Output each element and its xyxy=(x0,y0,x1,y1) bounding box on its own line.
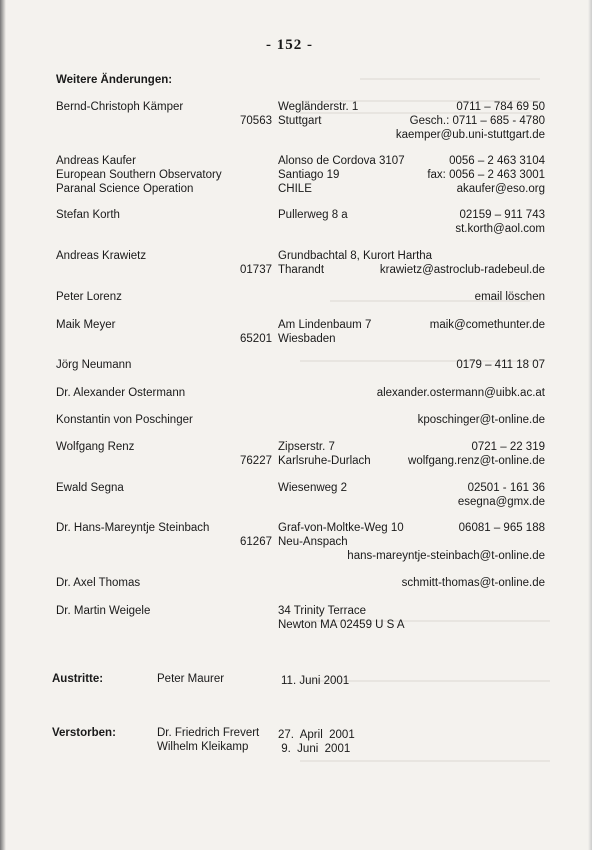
show-through-line xyxy=(300,760,550,762)
address-line: Tharandt xyxy=(278,264,325,276)
person-name: Stefan Korth xyxy=(56,209,120,221)
postal-code: 01737 xyxy=(240,264,272,276)
person-name: Maik Meyer xyxy=(56,319,116,331)
verstorben-label: Verstorben: xyxy=(52,727,116,739)
page-number: - 152 - xyxy=(266,37,313,53)
verstorben-date: 27. April 2001 xyxy=(278,729,355,741)
person-name: Ewald Segna xyxy=(56,482,124,494)
address-line: Am Lindenbaum 7 xyxy=(278,319,372,331)
address-line: Neu-Anspach xyxy=(278,536,348,548)
phone-number: 02159 – 911 743 xyxy=(459,209,545,221)
email-address: kaemper@ub.uni-stuttgart.de xyxy=(395,129,545,141)
address-line: Santiago 19 xyxy=(278,169,340,181)
phone-number: email löschen xyxy=(474,291,545,303)
email-address: st.korth@aol.com xyxy=(455,223,545,235)
address-line: Alonso de Cordova 3107 xyxy=(278,155,405,167)
address-line: Stuttgart xyxy=(278,115,322,127)
verstorben-name: Wilhelm Kleikamp xyxy=(157,741,249,753)
person-name: Konstantin von Poschinger xyxy=(56,414,193,426)
person-name: Bernd-Christoph Kämper xyxy=(56,101,184,113)
page-edge-shadow xyxy=(0,0,6,850)
email-address: kposchinger@t-online.de xyxy=(417,414,545,426)
person-name: Wolfgang Renz xyxy=(56,441,135,453)
email-address: esegna@gmx.de xyxy=(457,496,545,508)
austritte-label: Austritte: xyxy=(52,673,104,685)
phone-number: 0721 – 22 319 xyxy=(471,441,545,453)
person-name: Dr. Alexander Ostermann xyxy=(56,387,186,399)
austritte-date: 11. Juni 2001 xyxy=(281,675,350,687)
postal-code: 70563 xyxy=(240,115,272,127)
email-address: alexander.ostermann@uibk.ac.at xyxy=(376,387,545,399)
email-address: akaufer@eso.org xyxy=(456,183,545,195)
address-line: Wiesbaden xyxy=(278,333,336,345)
email-address: schmitt-thomas@t-online.de xyxy=(401,577,545,589)
austritte-name: Peter Maurer xyxy=(157,673,225,685)
section-heading: Weitere Änderungen: xyxy=(56,74,173,86)
page-edge-shadow-right xyxy=(588,0,592,850)
address-line: CHILE xyxy=(278,183,312,195)
verstorben-date: 9. Juni 2001 xyxy=(278,743,351,755)
person-name: Dr. Hans-Mareyntje Steinbach xyxy=(56,522,210,534)
person-name: Andreas Krawietz xyxy=(56,250,147,262)
email-address: wolfgang.renz@t-online.de xyxy=(408,455,545,467)
address-line: Zipserstr. 7 xyxy=(278,441,335,453)
person-name: Andreas Kaufer xyxy=(56,155,136,167)
address-line: Karlsruhe-Durlach xyxy=(278,455,371,467)
phone-number: fax: 0056 – 2 463 3001 xyxy=(427,169,545,181)
email-address: hans-mareyntje-steinbach@t-online.de xyxy=(347,550,545,562)
person-name: Jörg Neumann xyxy=(56,359,132,371)
address-line: Graf-von-Moltke-Weg 10 xyxy=(278,522,404,534)
person-name: Dr. Martin Weigele xyxy=(56,605,151,617)
postal-code: 61267 xyxy=(240,536,272,548)
phone-number: 0179 – 411 18 07 xyxy=(456,359,545,371)
person-name: Dr. Axel Thomas xyxy=(56,577,141,589)
verstorben-name: Dr. Friedrich Frevert xyxy=(157,727,260,739)
postal-code: 76227 xyxy=(240,455,272,467)
address-line: Grundbachtal 8, Kurort Hartha xyxy=(278,250,433,262)
phone-number: 06081 – 965 188 xyxy=(458,522,545,534)
postal-code: 65201 xyxy=(240,333,272,345)
phone-number: 0056 – 2 463 3104 xyxy=(449,155,545,167)
person-name: Peter Lorenz xyxy=(56,291,122,303)
phone-number: 0711 – 784 69 50 xyxy=(456,101,545,113)
affiliation-line: Paranal Science Operation xyxy=(56,183,194,195)
address-line: Wegländerstr. 1 xyxy=(278,101,359,113)
address-line: 34 Trinity Terrace xyxy=(278,605,366,617)
address-line: Wiesenweg 2 xyxy=(278,482,348,494)
email-address: maik@comethunter.de xyxy=(429,319,545,331)
affiliation-line: European Southern Observatory xyxy=(56,169,222,181)
phone-number: Gesch.: 0711 – 685 - 4780 xyxy=(409,115,545,127)
email-address: krawietz@astroclub-radebeul.de xyxy=(379,264,545,276)
phone-number: 02501 - 161 36 xyxy=(467,482,545,494)
address-line: Pullerweg 8 a xyxy=(278,209,348,221)
show-through-line xyxy=(360,78,540,80)
address-line: Newton MA 02459 U S A xyxy=(278,619,405,631)
